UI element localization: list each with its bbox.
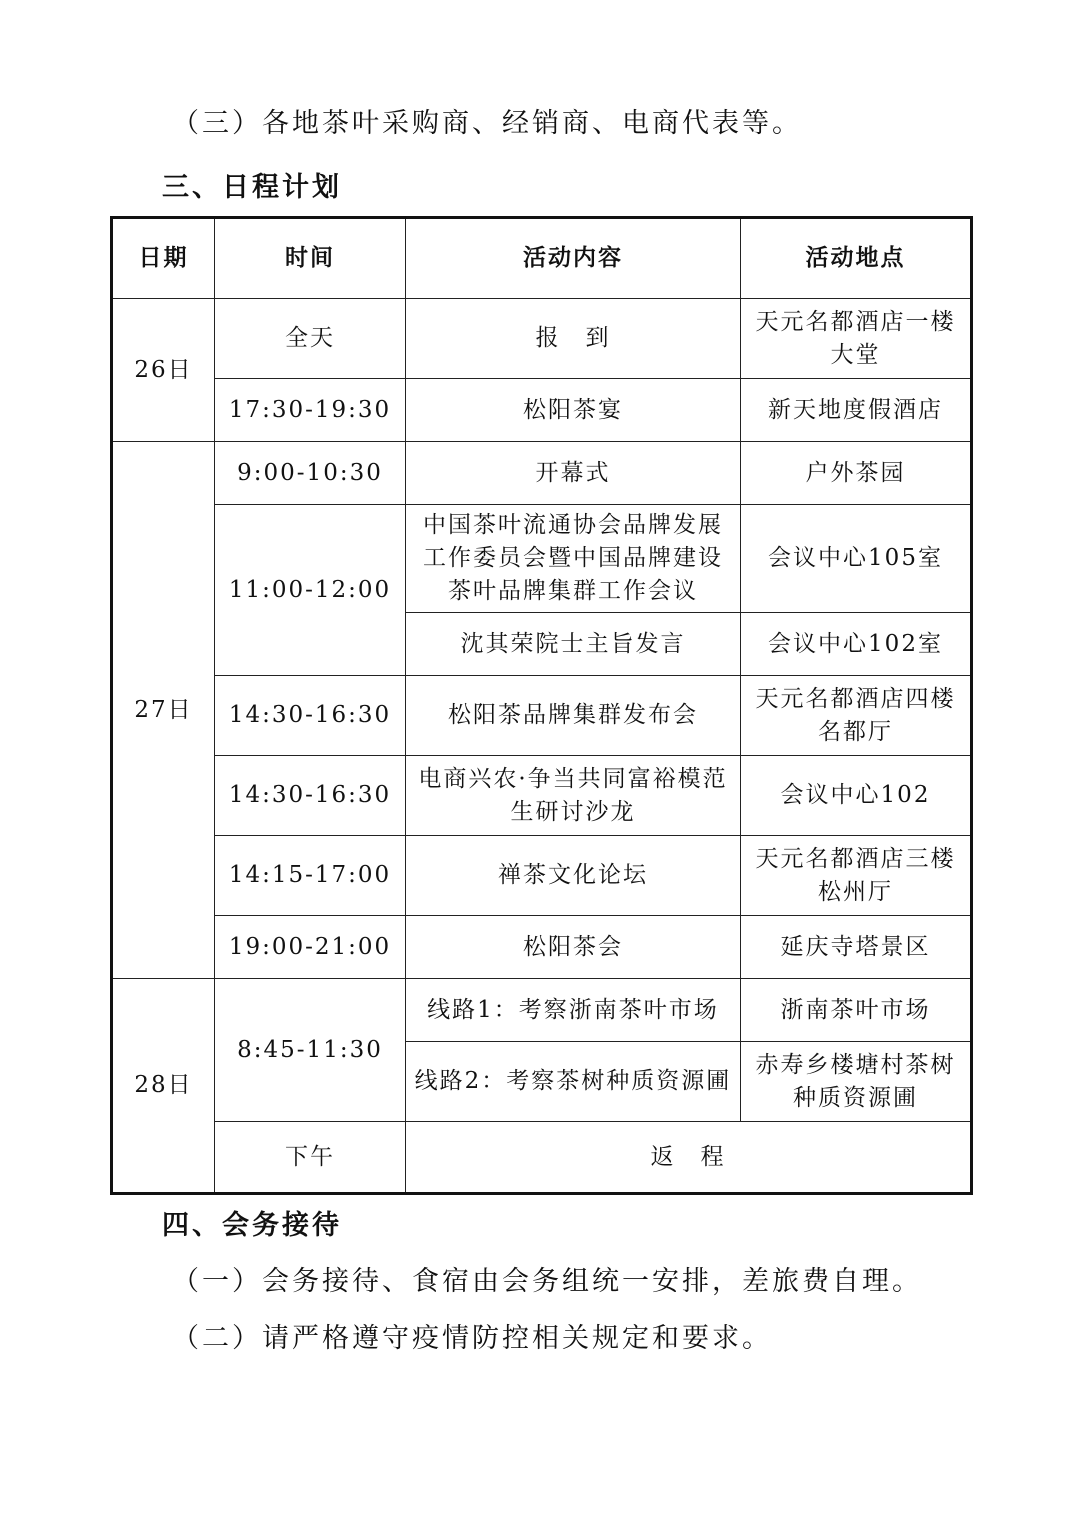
venue-cell: 天元名都酒店四楼名都厅 [741, 676, 972, 756]
table-row [112, 1122, 972, 1194]
table-header-row [112, 218, 972, 299]
table-row [112, 979, 972, 1042]
activity-cell: 线路1：考察浙南茶叶市场 [406, 979, 741, 1042]
time-cell: 14:15-17:00 [215, 836, 406, 916]
reception-item-1: （一）会务接待、食宿由会务组统一安排，差旅费自理。 [172, 1266, 922, 1297]
venue-cell: 浙南茶叶市场 [741, 979, 972, 1042]
venue-cell: 会议中心102 [741, 756, 972, 836]
time-cell: 8:45-11:30 [215, 979, 406, 1122]
venue-cell: 赤寿乡楼塘村茶树种质资源圃 [741, 1042, 972, 1122]
table-row [112, 505, 972, 613]
activity-cell: 中国茶叶流通协会品牌发展工作委员会暨中国品牌建设茶叶品牌集群工作会议 [406, 505, 741, 613]
date-cell: 26日 [112, 299, 215, 442]
activity-cell: 松阳茶宴 [406, 379, 741, 442]
time-cell: 14:30-16:30 [215, 756, 406, 836]
table-row [112, 836, 972, 916]
time-cell: 9:00-10:30 [215, 442, 406, 505]
header-time: 时间 [215, 218, 406, 299]
table-row [112, 676, 972, 756]
activity-cell: 报 到 [406, 299, 741, 379]
activity-cell: 开幕式 [406, 442, 741, 505]
header-date: 日期 [112, 218, 215, 299]
schedule-table [110, 216, 973, 1195]
table-row [112, 442, 972, 505]
venue-cell: 新天地度假酒店 [741, 379, 972, 442]
attendee-item-3: （三）各地茶叶采购商、经销商、电商代表等。 [172, 108, 802, 139]
activity-cell: 松阳茶品牌集群发布会 [406, 676, 741, 756]
date-cell: 27日 [112, 442, 215, 979]
header-activity: 活动内容 [406, 218, 741, 299]
time-cell: 下午 [215, 1122, 406, 1194]
section-heading-schedule: 三、日程计划 [162, 172, 342, 203]
time-cell: 14:30-16:30 [215, 676, 406, 756]
venue-cell: 户外茶园 [741, 442, 972, 505]
venue-cell: 天元名都酒店三楼松州厅 [741, 836, 972, 916]
activity-cell: 禅茶文化论坛 [406, 836, 741, 916]
time-cell: 17:30-19:30 [215, 379, 406, 442]
header-venue: 活动地点 [741, 218, 972, 299]
venue-cell: 会议中心105室 [741, 505, 972, 613]
table-row [112, 916, 972, 979]
time-cell: 11:00-12:00 [215, 505, 406, 676]
activity-cell: 松阳茶会 [406, 916, 741, 979]
table-row [112, 379, 972, 442]
section-heading-reception: 四、会务接待 [162, 1210, 342, 1241]
date-cell: 28日 [112, 979, 215, 1194]
time-cell: 19:00-21:00 [215, 916, 406, 979]
activity-cell: 电商兴农·争当共同富裕模范生研讨沙龙 [406, 756, 741, 836]
venue-cell: 天元名都酒店一楼大堂 [741, 299, 972, 379]
table-row [112, 299, 972, 379]
venue-cell: 会议中心102室 [741, 613, 972, 676]
venue-cell: 延庆寺塔景区 [741, 916, 972, 979]
table-row [112, 756, 972, 836]
reception-item-2: （二）请严格遵守疫情防控相关规定和要求。 [172, 1323, 772, 1354]
activity-cell: 返 程 [406, 1122, 972, 1194]
time-cell: 全天 [215, 299, 406, 379]
activity-cell: 沈其荣院士主旨发言 [406, 613, 741, 676]
activity-cell: 线路2：考察茶树种质资源圃 [406, 1042, 741, 1122]
